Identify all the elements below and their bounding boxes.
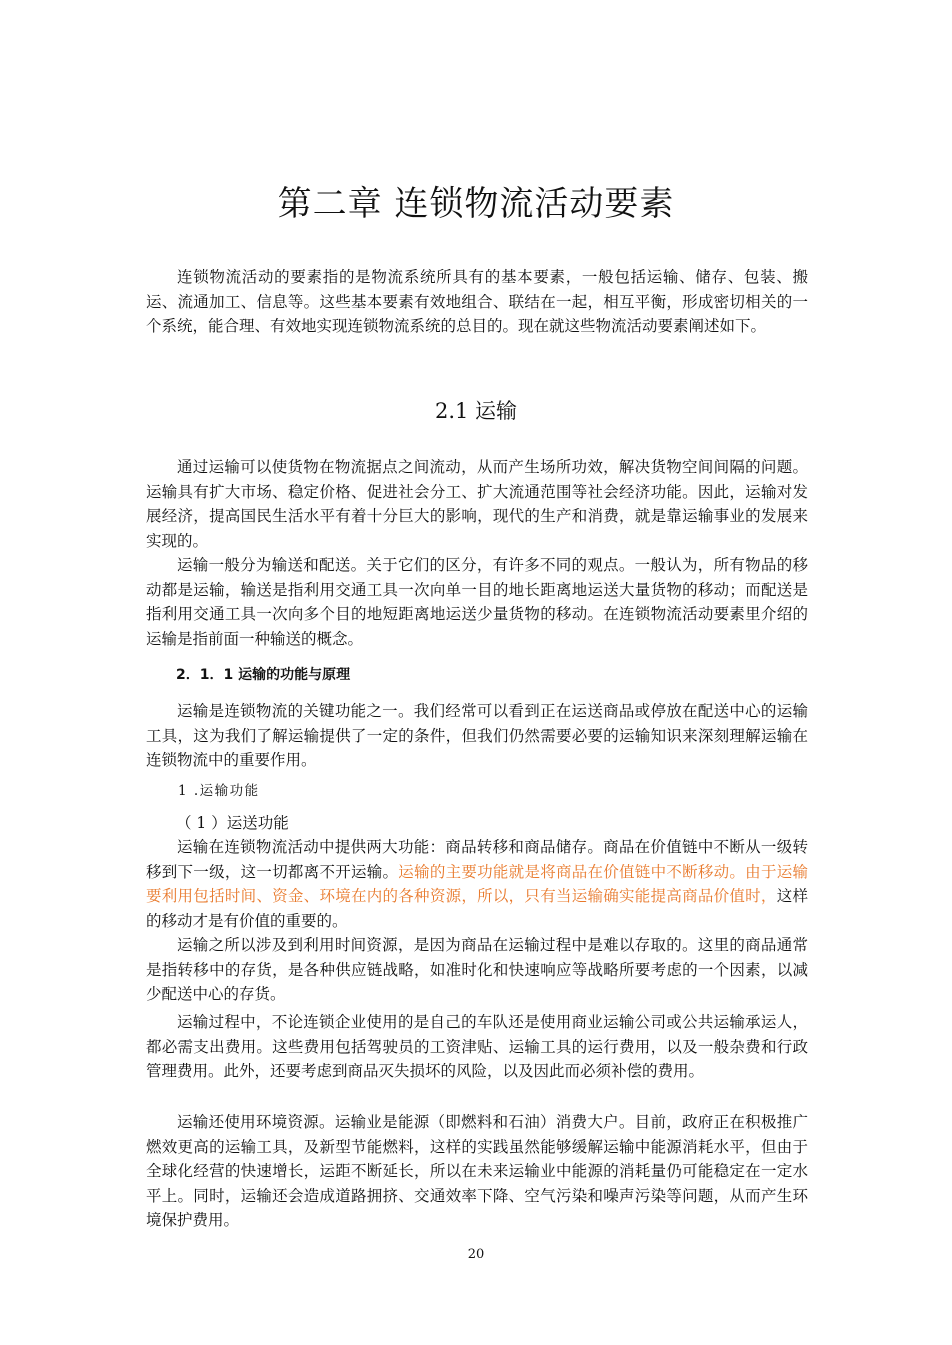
- section-paragraph-1: 通过运输可以使货物在物流据点之间流动，从而产生场所功效，解决货物空间间隔的问题。运输具有扩大市场、稳定价格、促进社会分工、扩大流通范围等社会经济功能。因此，运输对发展经济，提高国民生活水平有着十分巨大的影响，现代的生产和消费，就是靠运输事业的发展来实现的。: [146, 458, 808, 550]
- chapter-intro-paragraph: 连锁物流活动的要素指的是物流系统所具有的基本要素，一般包括运输、储存、包装、搬运、流通加工、信息等。这些基本要素有效地组合、联结在一起，相互平衡，形成密切相关的一个系统，能合理、有效地实现连锁物流系统的总目的。现在就这些物流活动要素阐述如下。: [146, 268, 808, 335]
- subsection-title: 2．1．1 运输的功能与原理: [176, 667, 351, 683]
- subsection-paragraph-2: [146, 835, 808, 933]
- subsection-paragraph-5: 运输还使用环境资源。运输业是能源（即燃料和石油）消费大户。目前，政府正在积极推广燃效更高的运输工具，及新型节能燃料，这样的实践虽然能够缓解运输中能源消耗水平，但由于全球化经营的快速增长，运距不断延长，所以在未来运输业中能源的消耗量仍可能稳定在一定水平上。同时，运输还会造成道路拥挤、交通效率下降、空气污染和噪声污染等问题，从而产生环境保护费用。: [146, 1113, 808, 1229]
- section-title: 2.1 运输: [434, 399, 518, 423]
- section-paragraph-2: 运输一般分为输送和配送。关于它们的区分，有许多不同的观点。一般认为，所有物品的移动都是运输，输送是指利用交通工具一次向单一目的地长距离地运送大量货物的移动；而配送是指利用交通工具一次向多个目的地短距离地运送少量货物的移动。在连锁物流活动要素里介绍的运输是指前面一种输送的概念。: [146, 556, 808, 648]
- highlighted-text: 运输的主要功能就是将商品在价值链中不断移动。由于运输要利用包括时间、资金、环境在内的各种资源，所以，只有当运输确实能提高商品价值时，: [146, 862, 808, 905]
- page-number: 20: [467, 1247, 485, 1262]
- item-heading: （ 1 ）运送功能: [176, 814, 289, 832]
- function-heading: 1 .运输功能: [178, 783, 260, 799]
- subsection-paragraph-1: 运输是连锁物流的关键功能之一。我们经常可以看到正在运送商品或停放在配送中心的运输工具，这为我们了解运输提供了一定的条件，但我们仍然需要必要的运输知识来深刻理解运输在连锁物流中的重要作用。: [146, 702, 808, 769]
- paragraph-2-start: 运输在连锁物流活动中提供两大功能：商品转移和商品储存。商品在价值链中不断从一级转移到下一级，这一切都离不开运输。: [146, 838, 808, 881]
- chapter-title: 第二章 连锁物流活动要素: [277, 184, 675, 224]
- subsection-paragraph-3: 运输之所以涉及到利用时间资源，是因为商品在运输过程中是难以存取的。这里的商品通常是指转移中的存货，是各种供应链战略，如准时化和快速响应等战略所要考虑的一个因素，以减少配送中心的存货。: [146, 936, 808, 1003]
- subsection-paragraph-4: 运输过程中，不论连锁企业使用的是自己的车队还是使用商业运输公司或公共运输承运人，都必需支出费用。这些费用包括驾驶员的工资津贴、运输工具的运行费用，以及一般杂费和行政管理费用。此外，还要考虑到商品灭失损坏的风险，以及因此而必须补偿的费用。: [146, 1013, 808, 1080]
- paragraph-2-end: 这样的移动才是有价值的重要的。: [146, 887, 808, 930]
